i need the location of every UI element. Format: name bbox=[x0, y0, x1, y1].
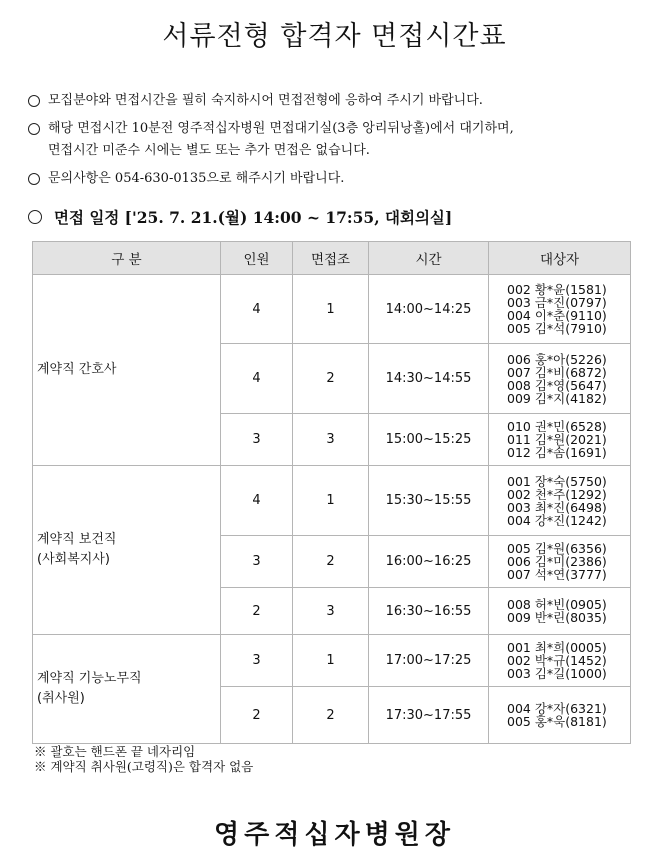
target-entry: 002 천*주(1292) bbox=[507, 486, 607, 502]
table-row bbox=[33, 635, 631, 687]
targets-cell bbox=[489, 536, 631, 588]
target-entry: 009 김*지(4182) bbox=[507, 390, 607, 406]
circle-bullet-icon bbox=[28, 95, 40, 107]
target-entry: 007 김*비(6872) bbox=[507, 364, 607, 380]
circle-bullet-icon bbox=[28, 210, 42, 224]
notice-line: 모집분야와 면접시간을 필히 숙지하시어 면접전형에 응하여 주시기 바랍니다. bbox=[48, 93, 483, 108]
notice-line: 문의사항은 054-630-0135으로 해주시기 바랍니다. bbox=[48, 171, 345, 186]
group-cell: 3 bbox=[293, 414, 369, 466]
category-cell bbox=[33, 466, 221, 635]
target-entry: 007 석*연(3777) bbox=[507, 567, 607, 582]
footnote-line: ※ 계약직 취사원(고령직)은 합격자 없음 bbox=[34, 759, 254, 774]
notice-item bbox=[28, 168, 658, 190]
notice-line: 면접시간 미준수 시에는 별도 또는 추가 면접은 없습니다. bbox=[48, 143, 370, 158]
header-time: 시간 bbox=[369, 242, 489, 275]
target-entry: 004 이*춘(9110) bbox=[507, 308, 607, 323]
time-cell: 16:00~16:25 bbox=[369, 536, 489, 588]
target-entry: 008 김*영(5647) bbox=[507, 377, 607, 393]
targets-cell bbox=[489, 344, 631, 414]
count-cell: 2 bbox=[221, 588, 293, 635]
circle-bullet-icon bbox=[28, 123, 40, 135]
interview-schedule-table bbox=[32, 241, 631, 744]
schedule-text: 면접 일정 ['25. 7. 21.(월) 14:00 ~ 17:55, 대회의실] bbox=[54, 208, 453, 227]
table-row bbox=[33, 466, 631, 536]
target-entry: 010 권*민(6528) bbox=[507, 419, 607, 434]
category-cell bbox=[33, 275, 221, 466]
notice-list bbox=[28, 90, 658, 196]
time-cell: 15:30~15:55 bbox=[369, 466, 489, 536]
targets-cell bbox=[489, 414, 631, 466]
target-entry: 003 금*진(0797) bbox=[507, 295, 607, 310]
target-entry: 004 강*진(1242) bbox=[507, 512, 607, 528]
header-count: 인원 bbox=[221, 242, 293, 275]
target-entry: 001 장*숙(5750) bbox=[507, 473, 607, 489]
table-row bbox=[33, 275, 631, 344]
count-cell: 4 bbox=[221, 275, 293, 344]
footnotes bbox=[34, 744, 253, 774]
count-cell: 4 bbox=[221, 466, 293, 536]
signature: 영주적십자병원장 bbox=[214, 820, 455, 850]
schedule-heading bbox=[28, 206, 452, 228]
group-cell: 2 bbox=[293, 344, 369, 414]
target-entry: 006 홍*아(5226) bbox=[507, 351, 607, 367]
table-header-row bbox=[33, 242, 631, 275]
target-entry: 005 김*석(7910) bbox=[507, 321, 607, 336]
count-cell: 4 bbox=[221, 344, 293, 414]
header-category: 구 분 bbox=[33, 242, 221, 275]
time-cell: 16:30~16:55 bbox=[369, 588, 489, 635]
notice-text bbox=[48, 168, 344, 190]
time-cell: 14:30~14:55 bbox=[369, 344, 489, 414]
category-line: 계약직 보건직 bbox=[37, 532, 117, 547]
notice-text bbox=[48, 118, 514, 162]
category-line: 계약직 기능노무직 bbox=[37, 671, 142, 686]
time-cell: 17:30~17:55 bbox=[369, 687, 489, 744]
group-cell: 2 bbox=[293, 687, 369, 744]
group-cell: 2 bbox=[293, 536, 369, 588]
time-cell: 15:00~15:25 bbox=[369, 414, 489, 466]
group-cell: 1 bbox=[293, 466, 369, 536]
targets-cell bbox=[489, 635, 631, 687]
targets-cell bbox=[489, 275, 631, 344]
notice-text bbox=[48, 90, 483, 112]
count-cell: 3 bbox=[221, 635, 293, 687]
targets-cell bbox=[489, 588, 631, 635]
time-cell: 14:00~14:25 bbox=[369, 275, 489, 344]
target-entry: 005 김*원(6356) bbox=[507, 541, 607, 556]
target-entry: 003 최*진(6498) bbox=[507, 499, 607, 515]
group-cell: 1 bbox=[293, 275, 369, 344]
target-entry: 009 반*린(8035) bbox=[507, 610, 607, 625]
target-entry: 002 박*규(1452) bbox=[507, 653, 607, 668]
notice-item bbox=[28, 118, 658, 162]
target-entry: 001 최*희(0005) bbox=[507, 640, 607, 655]
targets-cell bbox=[489, 687, 631, 744]
group-cell: 1 bbox=[293, 635, 369, 687]
category-line: (사회복지사) bbox=[37, 552, 110, 567]
time-cell: 17:00~17:25 bbox=[369, 635, 489, 687]
category-line: 계약직 간호사 bbox=[37, 362, 117, 377]
header-targets: 대상자 bbox=[489, 242, 631, 275]
notice-line: 해당 면접시간 10분전 영주적십자병원 면접대기실(3층 앙리뒤낭홀)에서 대기하며, bbox=[48, 121, 514, 136]
count-cell: 3 bbox=[221, 414, 293, 466]
circle-bullet-icon bbox=[28, 173, 40, 185]
target-entry: 011 김*원(2021) bbox=[507, 432, 607, 447]
footnote-line: ※ 괄호는 핸드폰 끝 네자리임 bbox=[34, 744, 196, 759]
page-title: 서류전형 합격자 면접시간표 bbox=[162, 21, 507, 52]
target-entry: 004 강*자(6321) bbox=[507, 701, 607, 716]
target-entry: 006 김*미(2386) bbox=[507, 554, 607, 569]
target-entry: 003 김*길(1000) bbox=[507, 666, 607, 681]
notice-item bbox=[28, 90, 658, 112]
header-group: 면접조 bbox=[293, 242, 369, 275]
group-cell: 3 bbox=[293, 588, 369, 635]
target-entry: 012 김*솜(1691) bbox=[507, 445, 607, 460]
target-entry: 002 황*윤(1581) bbox=[507, 282, 607, 297]
target-entry: 005 홍*욱(8181) bbox=[507, 714, 607, 729]
category-line: (취사원) bbox=[37, 691, 85, 706]
target-entry: 008 허*빈(0905) bbox=[507, 597, 607, 612]
category-cell bbox=[33, 635, 221, 744]
count-cell: 3 bbox=[221, 536, 293, 588]
count-cell: 2 bbox=[221, 687, 293, 744]
targets-cell bbox=[489, 466, 631, 536]
